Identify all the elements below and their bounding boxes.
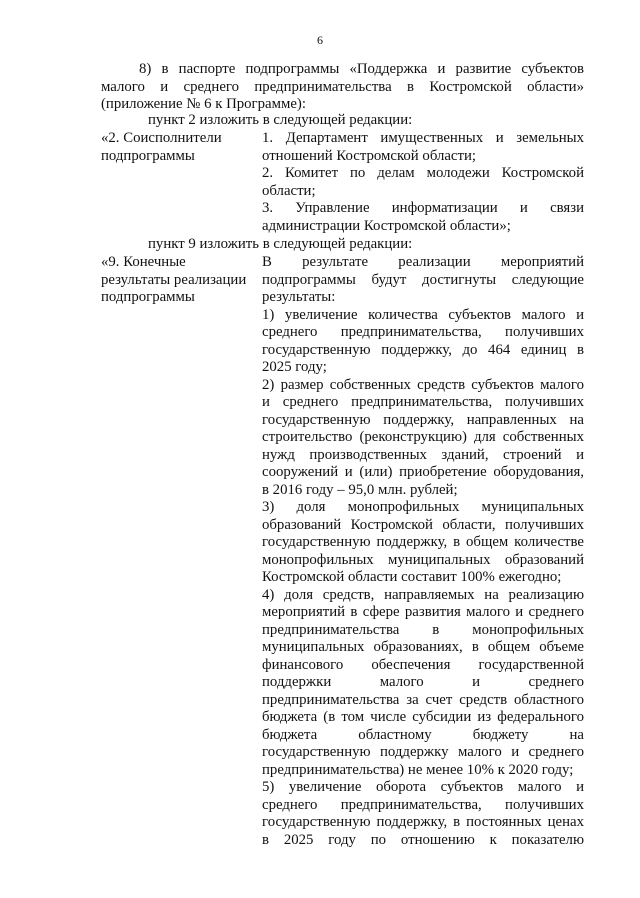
p9-right-line: государственную поддержку малого и среднего <box>262 744 584 760</box>
intro-line: (приложение № 6 к Программе): <box>101 96 306 112</box>
p9-right-line: Костромской области составит 100% ежегодно; <box>262 569 562 585</box>
p9-heading: пункт 9 изложить в следующей редакции: <box>148 236 413 252</box>
p9-right-line: нужд производственных зданий, строений и <box>262 446 584 463</box>
p2-heading: пункт 2 изложить в следующей редакции: <box>148 112 413 128</box>
p9-right-line: сооружений и (или) приобретение оборудования, <box>262 464 584 480</box>
p9-right-line: государственную поддержку, до 464 единиц в <box>262 341 584 358</box>
p9-right-line: 5) увеличение оборота субъектов малого и <box>262 779 584 795</box>
p9-left-line: результаты реализации <box>101 271 247 288</box>
p9-left-line: «9. Конечные <box>101 254 186 270</box>
p9-right-line: финансового обеспечения государственной <box>262 656 584 673</box>
p9-right-line: бюджета областному бюджету на <box>262 726 584 743</box>
p9-right-line: 3) доля монопрофильных муниципальных <box>262 499 584 515</box>
p9-right-line: бюджета (в том числе субсидии из федерального <box>262 709 584 725</box>
p9-right-line: подпрограммы будут достигнуты следующие <box>262 271 584 288</box>
p9-right-line: среднего предпринимательства, получивших <box>262 324 584 340</box>
p2-left-line: «2. Соисполнители <box>101 130 222 146</box>
p9-right-line: В результате реализации мероприятий <box>262 254 584 270</box>
p9-right-line: государственную поддержку, в постоянных ценах <box>262 814 584 830</box>
p9-right-line: в 2016 году – 95,0 млн. рублей; <box>262 481 458 498</box>
p2-right-line: 1. Департамент имущественных и земельных <box>262 130 584 146</box>
p9-right-line: образований Костромской области, получивших <box>262 516 584 533</box>
p9-right-line: государственную поддержку, в общем количестве <box>262 534 584 550</box>
p9-right-line: 1) увеличение количества субъектов малого и <box>262 306 584 323</box>
p9-right-line: 2025 году; <box>262 359 327 375</box>
p9-right-line: поддержки малого и среднего <box>262 674 584 690</box>
p9-right-line: монопрофильных муниципальных образований <box>262 551 584 568</box>
intro-line: малого и среднего предпринимательства в Костромской области» <box>101 78 584 95</box>
p2-right-line: отношений Костромской области; <box>262 147 476 164</box>
p9-right-line: муниципальных образованиях, в общем объеме <box>262 639 584 655</box>
p9-right-line: предпринимательства за счет средств областного <box>262 691 584 708</box>
p9-right-line: мероприятий в сфере развития малого и среднего <box>262 604 584 620</box>
p9-right-line: в 2025 году по отношению к показателю <box>262 831 584 848</box>
p9-right-line: и среднего предпринимательства, получивших <box>262 394 584 410</box>
p2-left-line: подпрограммы <box>101 147 195 164</box>
p9-right-line: результаты: <box>262 289 336 305</box>
p2-right-line: администрации Костромской области»; <box>262 217 511 234</box>
p9-right-line: строительство (реконструкцию) для собственных <box>262 429 584 445</box>
p9-right-line: государственную поддержку, направленных на <box>262 411 584 428</box>
p9-left-line: подпрограммы <box>101 289 195 305</box>
p2-right-line: области; <box>262 182 316 199</box>
p9-right-line: 4) доля средств, направляемых на реализацию <box>262 586 584 603</box>
p2-right-line: 2. Комитет по делам молодежи Костромской <box>262 165 584 181</box>
intro-line: 8) в паспорте подпрограммы «Поддержка и развитие субъектов <box>139 61 584 77</box>
p2-right-line: 3. Управление информатизации и связи <box>262 200 584 216</box>
p9-right-line: среднего предпринимательства, получивших <box>262 796 584 813</box>
p9-right-line: предпринимательства в монопрофильных <box>262 621 584 638</box>
page-number: 6 <box>317 33 323 47</box>
p9-right-line: 2) размер собственных средств субъектов малого <box>262 376 584 393</box>
p9-right-line: предпринимательства) не менее 10% к 2020 году; <box>262 761 574 778</box>
